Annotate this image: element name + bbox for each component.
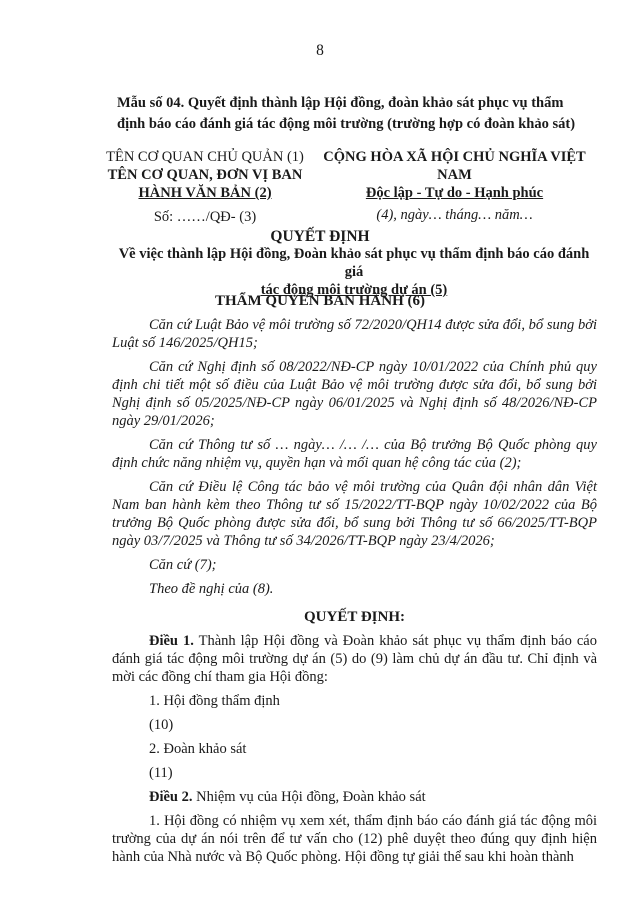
article-2-label: Điều 2. xyxy=(149,789,193,805)
decision-subject-line2: tác động môi trường dự án (5) xyxy=(260,282,448,298)
issuing-authority: THẨM QUYỀN BAN HÀNH (6) xyxy=(215,293,425,309)
decision-subject xyxy=(112,245,596,299)
article-1-item-2-ref: (11) xyxy=(149,765,173,781)
issuing-agency-line2: HÀNH VĂN BẢN (2) xyxy=(138,185,272,201)
article-1 xyxy=(112,632,597,686)
nation-block xyxy=(312,148,597,224)
legal-basis-4: Căn cứ Điều lệ Công tác bảo vệ môi trường của Quân đội nhân dân Việt Nam ban hành kèm theo Thông tư số 15/2022/TT-BQP ngày 10/02/2022 của Bộ trưởng Bộ Quốc phòng được sửa đổi, bổ sung bởi Thông tư số 66/2025/TT-BQP ngày 03/7/2025 và Thông tư số 34/2026/TT-BQP ngày 23/4/2026; xyxy=(112,479,597,549)
legal-basis-2: Căn cứ Nghị định số 08/2022/NĐ-CP ngày 10/01/2022 của Chính phủ quy định chi tiết một số điều của Luật Bảo vệ môi trường được sửa đổi, bổ sung bởi Nghị định số 05/2025/NĐ-CP ngày 06/01/2025 và Nghị định số 48/2026/NĐ-CP ngày 29/01/2026; xyxy=(112,359,597,429)
page-number: 8 xyxy=(316,42,324,59)
legal-basis-6: Theo đề nghị của (8). xyxy=(149,581,274,597)
decision-title: QUYẾT ĐỊNH xyxy=(270,228,370,245)
nation-name: CỘNG HÒA XÃ HỘI CHỦ NGHĨA VIỆT NAM xyxy=(323,149,586,183)
document-header xyxy=(96,148,596,223)
form-title: Mẫu số 04. Quyết định thành lập Hội đồng, đoàn khảo sát phục vụ thẩm định báo cáo đánh giá tác động môi trường (trường hợp có đoàn khảo sát) xyxy=(117,95,576,132)
article-2-para-1: 1. Hội đồng có nhiệm vụ xem xét, thẩm định báo cáo đánh giá tác động môi trường của dự án nói trên để tư vấn cho (12) phê duyệt theo đúng quy định hiện hành của Nhà nước và Bộ Quốc phòng. Hội đồng tự giải thể sau khi hoàn thành xyxy=(112,813,597,865)
decision-subject-line1: Về việc thành lập Hội đồng, Đoàn khảo sát phục vụ thẩm định báo cáo đánh giá xyxy=(118,246,590,280)
article-1-item-1: 1. Hội đồng thẩm định xyxy=(149,693,280,709)
agency-block xyxy=(96,148,314,226)
issuing-agency-line1: TÊN CƠ QUAN, ĐƠN VỊ BAN xyxy=(107,167,303,183)
document-number: Số: ……/QĐ- (3) xyxy=(153,209,257,225)
article-1-item-1-ref: (10) xyxy=(149,717,174,733)
article-2-text: Nhiệm vụ của Hội đồng, Đoàn khảo sát xyxy=(192,789,426,805)
legal-basis-5: Căn cứ (7); xyxy=(149,557,217,573)
article-1-item-2: 2. Đoàn khảo sát xyxy=(149,741,247,757)
article-2 xyxy=(112,788,597,806)
legal-basis-1: Căn cứ Luật Bảo vệ môi trường số 72/2020/QH14 được sửa đổi, bổ sung bởi Luật số 146/2025/QH15; xyxy=(112,317,597,351)
parent-agency: TÊN CƠ QUAN CHỦ QUẢN (1) xyxy=(106,149,304,165)
legal-basis-3: Căn cứ Thông tư số … ngày… /… /… của Bộ trưởng Bộ Quốc phòng quy định chức năng nhiệm vụ, quyền hạn và mối quan hệ công tác của (2); xyxy=(112,437,597,471)
place-date: (4), ngày… tháng… năm… xyxy=(376,207,533,223)
document-body xyxy=(112,316,597,872)
article-1-text: Thành lập Hội đồng và Đoàn khảo sát phục vụ thẩm định báo cáo đánh giá tác động môi trường dự án (5) do (9) làm chủ dự án đầu tư. Chỉ định và mời các đồng chí tham gia Hội đồng: xyxy=(112,633,597,685)
decides-heading: QUYẾT ĐỊNH: xyxy=(304,609,405,625)
article-1-label: Điều 1. xyxy=(149,633,194,649)
national-motto: Độc lập - Tự do - Hạnh phúc xyxy=(365,185,544,201)
